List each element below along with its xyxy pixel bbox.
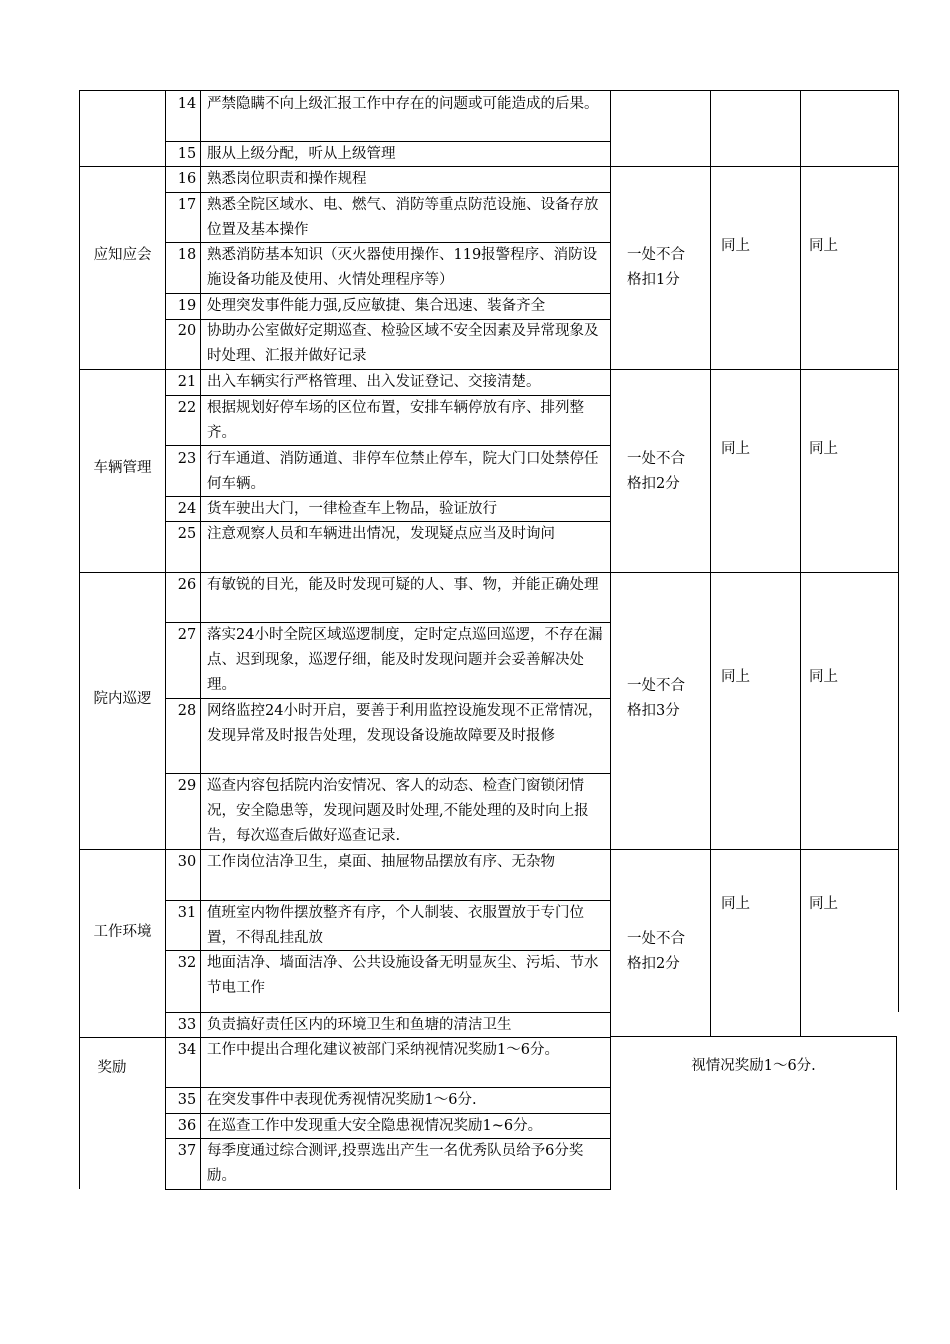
row-number: 23 — [177, 451, 197, 467]
table-rule — [610, 1036, 897, 1037]
same-as-above: 同上 — [721, 238, 750, 254]
row-number: 26 — [177, 577, 197, 593]
row-content: 每季度通过综合测评,投票选出产生一名优秀队员给予6分奖励。 — [207, 1143, 584, 1184]
row-number: 21 — [177, 374, 197, 390]
row-content: 巡查内容包括院内治安情况、客人的动态、检查门窗锁闭情况，安全隐患等，发现问题及时处理,不能处理的及时向上报告，每次巡查后做好巡查记录. — [207, 778, 589, 844]
row-content: 根据规划好停车场的区位布置，安排车辆停放有序、排列整齐。 — [207, 400, 584, 441]
row-content: 在突发事件中表现优秀视情况奖励1～6分. — [207, 1092, 477, 1108]
row-number: 24 — [177, 501, 197, 517]
category-label: 奖励 — [97, 1060, 127, 1076]
table-rule — [896, 1036, 897, 1190]
row-number: 32 — [177, 955, 197, 971]
table-rule — [610, 849, 899, 850]
row-content: 服从上级分配，听从上级管理 — [207, 146, 396, 162]
row-number: 22 — [177, 400, 197, 416]
table-rule — [710, 90, 711, 1037]
row-number: 18 — [177, 247, 197, 263]
row-number: 25 — [177, 526, 197, 542]
table-rule — [165, 1189, 610, 1190]
same-as-above: 同上 — [721, 441, 750, 457]
row-content: 网络监控24小时开启，要善于利用监控设施发现不正常情况，发现异常及时报告处理，发现设备设施故障要及时报修 — [207, 703, 603, 744]
row-content: 地面洁净、墙面洁净、公共设施设备无明显灰尘、污垢、节水节电工作 — [207, 955, 599, 996]
row-content: 工作中提出合理化建议被部门采纳视情况奖励1～6分。 — [207, 1042, 559, 1058]
row-number: 29 — [177, 778, 197, 794]
row-content: 负责搞好责任区内的环境卫生和鱼塘的清洁卫生 — [207, 1017, 512, 1033]
same-as-above: 同上 — [809, 441, 838, 457]
category-label: 工作环境 — [93, 924, 152, 940]
row-content: 熟悉岗位职责和操作规程 — [207, 171, 367, 187]
row-number: 33 — [177, 1017, 197, 1033]
row-number: 36 — [177, 1118, 197, 1134]
category-label: 应知应会 — [93, 247, 152, 263]
scoring-standard: 一处不合格扣2分 — [627, 931, 685, 972]
category-label: 车辆管理 — [93, 460, 152, 476]
table-rule — [800, 90, 801, 1037]
row-number: 28 — [177, 703, 197, 719]
same-as-above: 同上 — [809, 896, 838, 912]
same-as-above: 同上 — [809, 669, 838, 685]
row-content: 注意观察人员和车辆进出情况，发现疑点应当及时询问 — [207, 526, 555, 542]
row-number: 17 — [177, 197, 197, 213]
table-rule — [898, 90, 899, 1012]
row-content: 值班室内物件摆放整齐有序，个人制装、衣服置放于专门位置，不得乱挂乱放 — [207, 905, 584, 946]
row-number: 34 — [177, 1042, 197, 1058]
row-content: 货车驶出大门，一律检查车上物品，验证放行 — [207, 501, 497, 517]
same-as-above: 同上 — [809, 238, 838, 254]
scoring-standard: 一处不合格扣1分 — [627, 247, 685, 288]
row-content: 出入车辆实行严格管理、出入发证登记、交接清楚。 — [207, 374, 541, 390]
row-content: 熟悉消防基本知识（灭火器使用操作、119报警程序、消防设施设备功能及使用、火情处理程序等） — [207, 247, 598, 288]
row-content: 落实24小时全院区域巡逻制度，定时定点巡回巡逻，不存在漏点、迟到现象，巡逻仔细，能及时发现问题并会妥善解决处理。 — [207, 627, 603, 693]
same-as-above: 同上 — [721, 896, 750, 912]
category-label: 院内巡逻 — [93, 691, 152, 707]
row-content: 严禁隐瞒不向上级汇报工作中存在的问题或可能造成的后果。 — [207, 96, 599, 112]
row-number: 37 — [177, 1143, 197, 1159]
row-number: 19 — [177, 298, 197, 314]
table-rule — [610, 90, 611, 1190]
row-number: 15 — [177, 146, 197, 162]
row-content: 处理突发事件能力强,反应敏捷、集合迅速、装备齐全 — [207, 298, 546, 314]
row-content: 有敏锐的目光，能及时发现可疑的人、事、物，并能正确处理 — [207, 577, 599, 593]
row-content: 工作岗位洁净卫生，桌面、抽屉物品摆放有序、无杂物 — [207, 854, 555, 870]
row-number: 35 — [177, 1092, 197, 1108]
row-content: 协助办公室做好定期巡查、检验区域不安全因素及异常现象及时处理、汇报并做好记录 — [207, 323, 599, 364]
row-content: 熟悉全院区域水、电、燃气、消防等重点防范设施、设备存放位置及基本操作 — [207, 197, 599, 238]
scoring-standard: 一处不合格扣3分 — [627, 678, 685, 719]
row-number: 27 — [177, 627, 197, 643]
same-as-above: 同上 — [721, 669, 750, 685]
row-content: 在巡查工作中发现重大安全隐患视情况奖励1~6分。 — [207, 1118, 543, 1134]
row-number: 16 — [177, 171, 197, 187]
row-number: 31 — [177, 905, 197, 921]
row-number: 14 — [177, 96, 197, 112]
scoring-standard: 一处不合格扣2分 — [627, 451, 685, 492]
table-rule — [79, 90, 899, 91]
row-number: 20 — [177, 323, 197, 339]
reward-standard: 视情况奖励1～6分. — [691, 1058, 816, 1074]
row-content: 行车通道、消防通道、非停车位禁止停车，院大门口处禁停任何车辆。 — [207, 451, 599, 492]
row-number: 30 — [177, 854, 197, 870]
